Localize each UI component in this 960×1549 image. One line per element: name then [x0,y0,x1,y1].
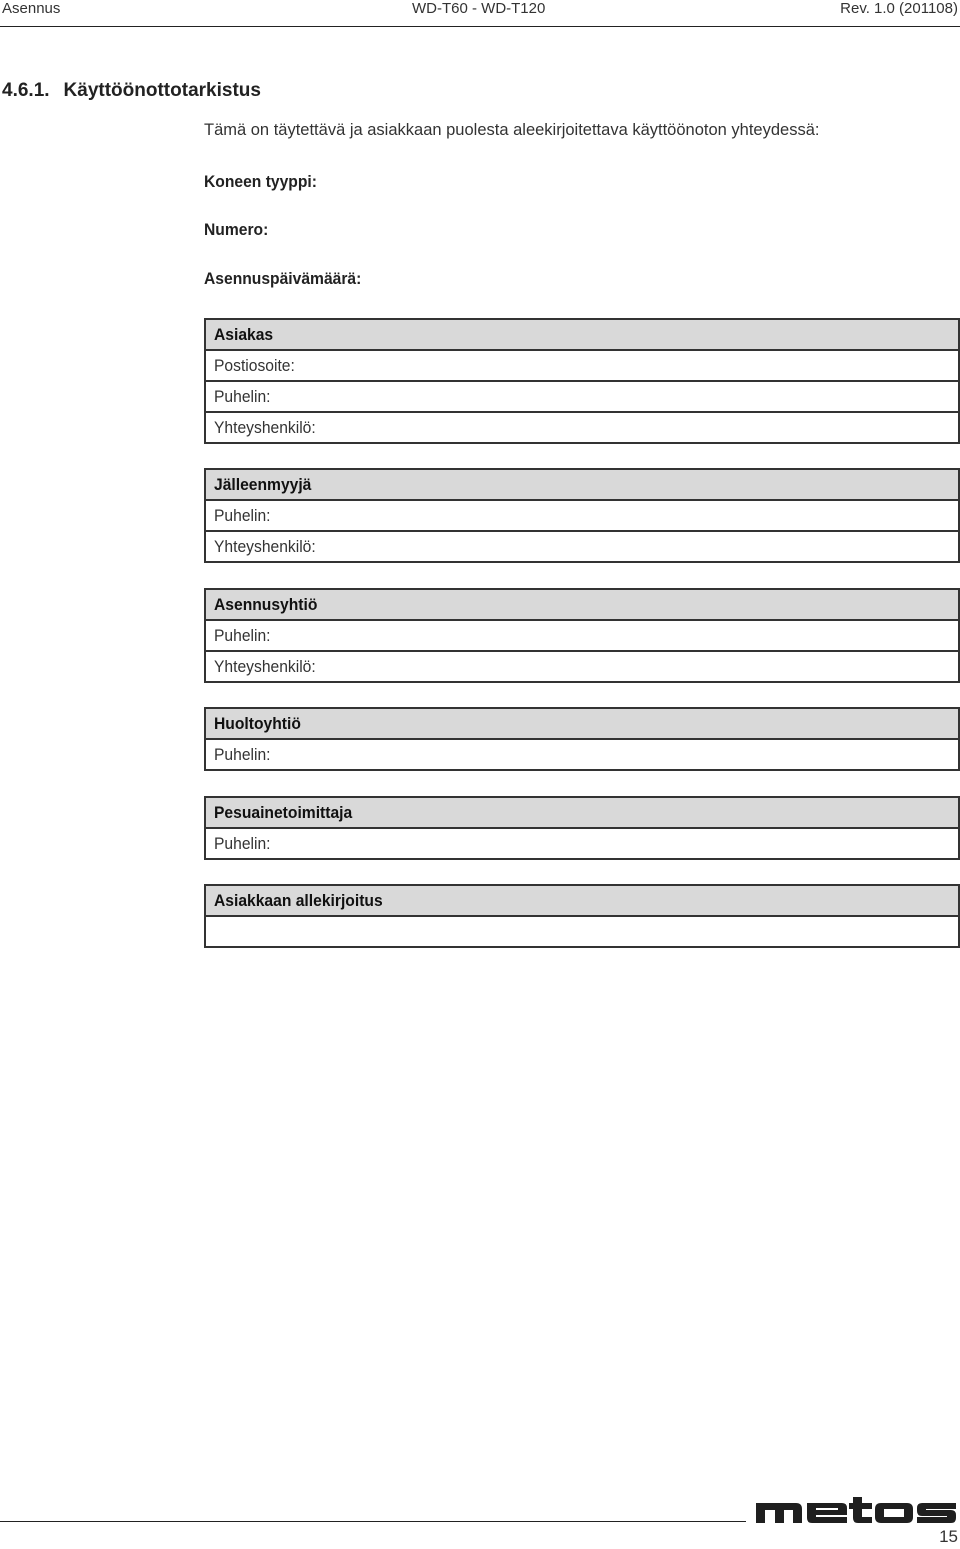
table-row[interactable]: Puhelin: [206,501,958,532]
detergent-supplier-table [204,796,960,860]
signature-table [204,884,960,948]
table-heading: Asiakas [206,320,958,351]
section-heading: Käyttöönottotarkistus [63,80,261,101]
intro-text: Tämä on täytettävä ja asiakkaan puolesta aleekirjoitettava käyttöönoton yhteydessä: [204,121,820,139]
metos-logo [756,1497,956,1525]
table-heading: Asiakkaan allekirjoitus [206,886,958,917]
table-row[interactable]: Postiosoite: [206,351,958,382]
table-row[interactable]: Yhteyshenkilö: [206,413,958,444]
table-heading: Huoltoyhtiö [206,709,958,740]
header-model: WD-T60 - WD-T120 [412,0,546,17]
table-heading: Asennusyhtiö [206,590,958,621]
header-revision: Rev. 1.0 (201108) [840,0,958,17]
section-number: 4.6.1. [2,80,50,101]
footer-rule [0,1521,746,1522]
page-number: 15 [939,1527,958,1546]
header-chapter: Asennus [2,0,61,17]
number-label: Numero: [204,220,269,239]
table-row[interactable]: Yhteyshenkilö: [206,532,958,563]
installer-table [204,588,960,683]
table-row[interactable]: Puhelin: [206,740,958,771]
machine-type-label: Koneen tyyppi: [204,172,317,191]
table-row[interactable]: Puhelin: [206,829,958,860]
table-heading: Pesuainetoimittaja [206,798,958,829]
section-title [2,80,261,102]
customer-table [204,318,960,444]
service-company-table [204,707,960,771]
table-row[interactable]: Yhteyshenkilö: [206,652,958,683]
signature-field[interactable] [206,917,958,948]
page-header [0,0,960,27]
table-heading: Jälleenmyyjä [206,470,958,501]
reseller-table [204,468,960,563]
install-date-label: Asennuspäivämäärä: [204,269,362,288]
table-row[interactable]: Puhelin: [206,621,958,652]
table-row[interactable]: Puhelin: [206,382,958,413]
